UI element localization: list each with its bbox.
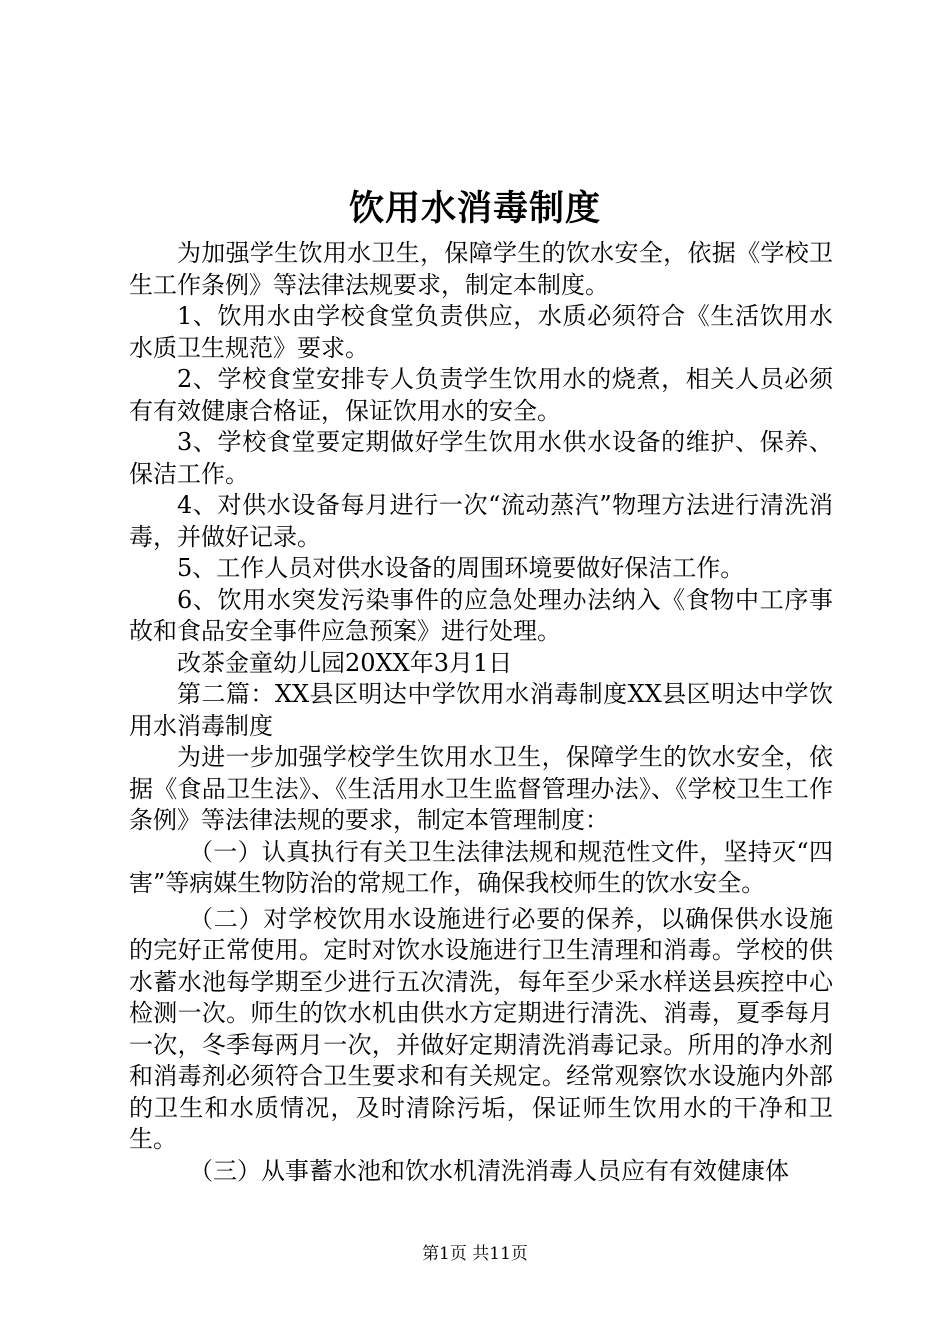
clause-1-paragraph: （一）认真执行有关卫生法律法规和规范性文件，坚持灭“四害”等病媒生物防治的常规工作，确保我校师生的饮水安全。 — [129, 837, 833, 897]
rule-3-paragraph: 3、学校食堂要定期做好学生饮用水供水设备的维护、保养、保洁工作。 — [129, 428, 833, 488]
document-body — [129, 238, 833, 1187]
section-two-intro-paragraph: 为进一步加强学校学生饮用水卫生，保障学生的饮水安全，依据《食品卫生法》、《生活用水卫生监督管理办法》、《学校卫生工作条例》等法律法规的要求，制定本管理制度： — [129, 743, 833, 834]
intro-paragraph: 为加强学生饮用水卫生，保障学生的饮水安全，依据《学校卫生工作条例》等法律法规要求，制定本制度。 — [129, 239, 833, 299]
document-title: 饮用水消毒制度 — [348, 189, 601, 229]
signature-date-line: 改茶金童幼儿园20XX年3月1日 — [177, 648, 513, 677]
rule-6-paragraph: 6、饮用水突发污染事件的应急处理办法纳入《食物中工序事故和食品安全事件应急预案》进行处理。 — [129, 585, 833, 645]
clause-3-paragraph: （三）从事蓄水池和饮水机清洗消毒人员应有有效健康体 — [189, 1156, 789, 1185]
clause-2-paragraph: （二）对学校饮用水设施进行必要的保养，以确保供水设施的完好正常使用。定时对饮水设施进行卫生清理和消毒。学校的供水蓄水池每学期至少进行五次清洗，每年至少采水样送县疾控中心检测一次。师生的饮水机由供水方定期进行清洗、消毒，夏季每月一次，冬季每两月一次，并做好定期清洗消毒记录。所用的净水剂和消毒剂必须符合卫生要求和有关规定。经常观察饮水设施内外部的卫生和水质情况，及时清除污垢，保证师生饮用水的干净和卫生。 — [129, 904, 833, 1153]
rule-1-paragraph: 1、饮用水由学校食堂负责供应，水质必须符合《生活饮用水水质卫生规范》要求。 — [129, 302, 833, 362]
rule-4-paragraph: 4、对供水设备每月进行一次“流动蒸汽”物理方法进行清洗消毒，并做好记录。 — [129, 491, 833, 551]
section-two-heading: 第二篇：XX县区明达中学饮用水消毒制度XX县区明达中学饮用水消毒制度 — [129, 680, 833, 740]
rule-5-paragraph: 5、工作人员对供水设备的周围环境要做好保洁工作。 — [177, 554, 745, 582]
rule-2-paragraph: 2、学校食堂安排专人负责学生饮用水的烧煮，相关人员必须有有效健康合格证，保证饮用水的安全。 — [129, 365, 833, 425]
page-footer: 第1页 共11页 — [422, 1244, 528, 1264]
